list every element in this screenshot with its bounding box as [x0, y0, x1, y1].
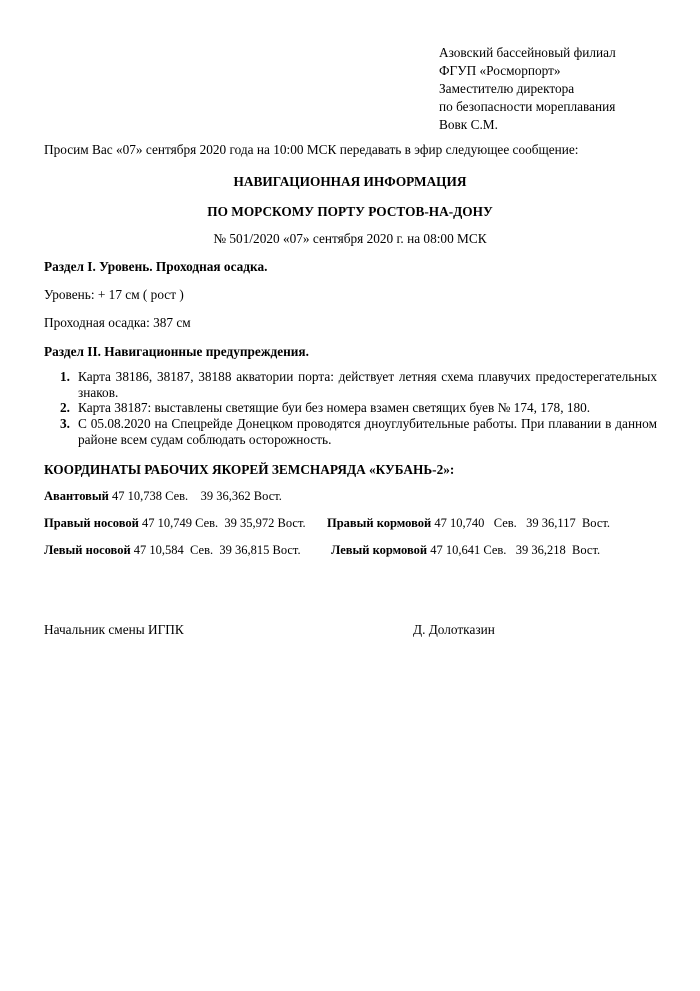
anchor-label: Левый носовой — [44, 543, 131, 557]
list-item — [44, 416, 657, 447]
anchor-right-stern-row — [327, 516, 610, 531]
anchor-coords: 47 10,584 Сев. 39 36,815 Вост. — [133, 543, 301, 557]
request-text: Просим Вас «07» сентября 2020 года на 10:00 МСК передавать в эфир следующее сообщение: — [44, 142, 579, 157]
list-item — [44, 369, 657, 400]
section1-title: Раздел I. Уровень. Проходная осадка. — [44, 259, 268, 274]
addressee-line: Заместителю директора — [439, 81, 575, 96]
warnings-list — [44, 369, 657, 447]
item-number: 2. — [60, 400, 70, 416]
signature-name: Д. Долотказин — [413, 622, 495, 637]
signature-position: Начальник смены ИГПК — [44, 622, 184, 637]
document-number: № 501/2020 «07» сентября 2020 г. на 08:00 МСК — [213, 231, 487, 246]
anchor-left-stern-row — [331, 543, 600, 558]
draft-text: Проходная осадка: 387 см — [44, 315, 191, 330]
item-number: 3. — [60, 416, 70, 432]
item-number: 1. — [60, 369, 70, 384]
item-text: С 05.08.2020 на Спецрейде Донецком проводятся дноуглубительные работы. При плавании в данном районе всем судам соблюдать осторожность. — [78, 416, 657, 447]
anchor-right-row — [44, 516, 306, 531]
item-text: Карта 38186, 38187, 38188 акватории порта: действует летняя схема плавучих предостерегательных знаков. — [78, 369, 657, 400]
anchor-avant-row — [44, 489, 282, 504]
section2-title: Раздел II. Навигационные предупреждения. — [44, 344, 309, 359]
item-text: Карта 38187: выставлены светящие буи без номера взамен светящих буев № 174, 178, 180. — [78, 400, 591, 416]
addressee-line: по безопасности мореплавания — [439, 99, 616, 114]
addressee-line: ФГУП «Росморпорт» — [439, 63, 561, 78]
addressee-line: Азовский бассейновый филиал — [439, 45, 616, 60]
document-subtitle: ПО МОРСКОМУ ПОРТУ РОСТОВ-НА-ДОНУ — [207, 204, 493, 219]
anchor-left-row — [44, 543, 301, 558]
addressee-line: Вовк С.М. — [439, 117, 498, 132]
anchor-coords: 47 10,641 Сев. 39 36,218 Вост. — [430, 543, 601, 557]
anchor-coords: 47 10,740 Сев. 39 36,117 Вост. — [434, 516, 611, 530]
list-item — [44, 400, 657, 416]
anchor-label: Правый носовой — [44, 516, 139, 530]
anchor-label: Правый кормовой — [327, 516, 432, 530]
anchor-label: Авантовый — [44, 489, 109, 503]
anchor-coords: 47 10,749 Сев. 39 35,972 Вост. — [141, 516, 306, 530]
anchor-label: Левый кормовой — [331, 543, 428, 557]
anchor-coords: 47 10,738 Сев. 39 36,362 Вост. — [111, 489, 282, 503]
level-text: Уровень: + 17 см ( рост ) — [44, 287, 184, 302]
document-title: НАВИГАЦИОННАЯ ИНФОРМАЦИЯ — [233, 174, 467, 189]
addressee-block — [439, 44, 616, 134]
anchors-title: КООРДИНАТЫ РАБОЧИХ ЯКОРЕЙ ЗЕМСНАРЯДА «КУБАНЬ-2»: — [44, 462, 455, 477]
